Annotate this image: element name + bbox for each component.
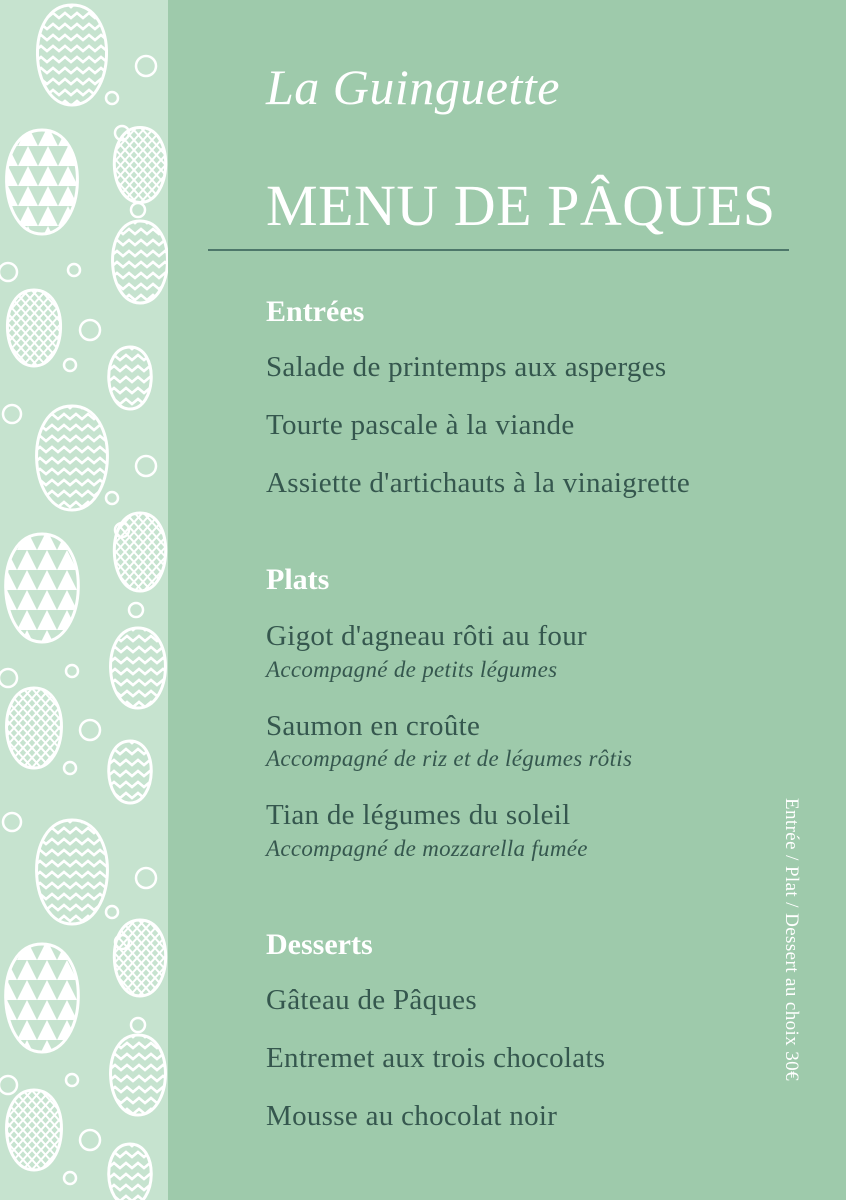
menu-item: Tourte pascale à la viande xyxy=(266,409,575,441)
menu-title: MENU DE PÂQUES xyxy=(266,173,776,238)
menu-item-description: Accompagné de riz et de légumes rôtis xyxy=(266,746,633,771)
title-divider xyxy=(208,249,789,251)
menu-item: Gigot d'agneau rôti au four xyxy=(266,620,587,652)
price-note: Entrée / Plat / Dessert au choix 30€ xyxy=(781,798,802,1081)
menu-item-description: Accompagné de mozzarella fumée xyxy=(266,836,588,861)
menu-item: Tian de légumes du soleil xyxy=(266,799,571,831)
menu-item: Assiette d'artichauts à la vinaigrette xyxy=(266,467,691,499)
menu-item: Entremet aux trois chocolats xyxy=(266,1042,606,1074)
menu-item: Salade de printemps aux asperges xyxy=(266,351,667,383)
menu-item: Gâteau de Pâques xyxy=(266,984,477,1016)
menu-item: Saumon en croûte xyxy=(266,710,481,742)
section-title-entrees: Entrées xyxy=(266,295,365,328)
section-title-plats: Plats xyxy=(266,563,330,596)
menu-item: Mousse au chocolat noir xyxy=(266,1100,558,1132)
section-title-desserts: Desserts xyxy=(266,928,373,961)
menu-item-description: Accompagné de petits légumes xyxy=(266,657,558,682)
restaurant-name: La Guinguette xyxy=(266,59,560,115)
